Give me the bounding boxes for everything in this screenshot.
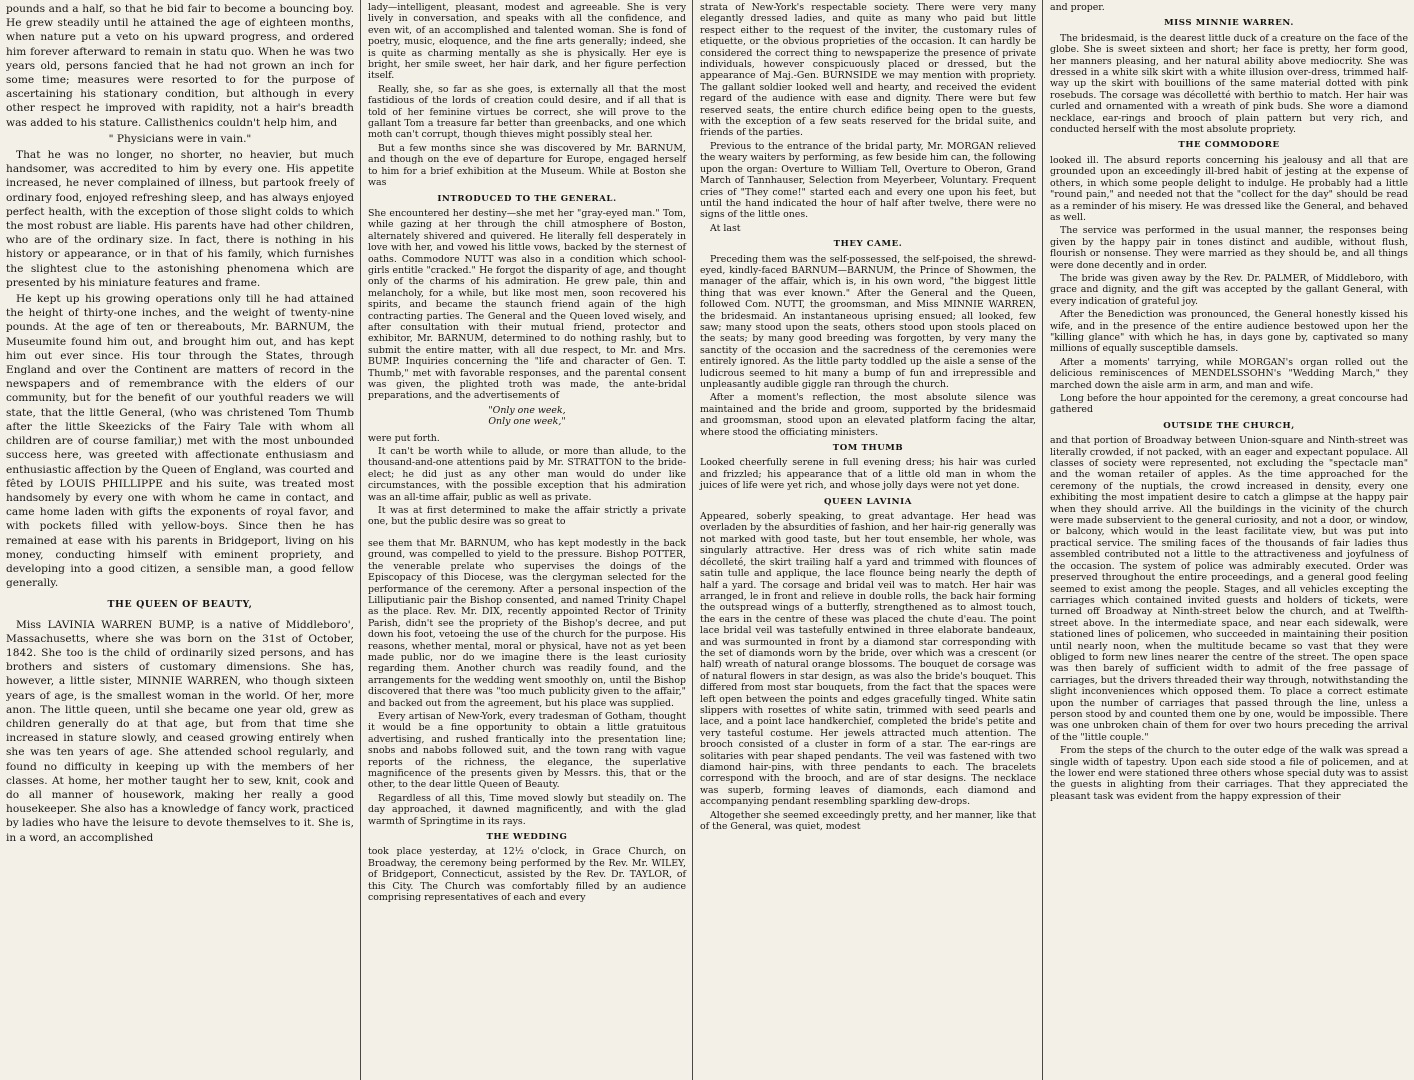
section-heading: THE COMMODORE (1178, 140, 1280, 151)
article-paragraph: The bridesmaid, is the dearest little duck of a creature on the face of the globe. She is sweet sixteen and short; her face is pretty, her form good, her manners pleasing, and her natural ability above mediocrity. She was dressed in a white silk skirt with a white illusion over-dress, trimmed half-way up the skirt with bouillions of the same material dotted with pink rosebuds. The corsage was décolletté with berthio to match. Her hair was curled and ornamented with a wreath of pink buds. She wore a diamond necklace, ear-rings and brooch of plain pattern but very rich, and conducted herself with the most absolute propriety. (1050, 32, 1408, 136)
article-paragraph: Altogether she seemed exceedingly pretty, and her manner, like that of the General, was quiet, modest (700, 809, 1036, 833)
article-paragraph: Regardless of all this, Time moved slowly but steadily on. The day approached, it dawned magnificently, and with the glad warmth of Springtime in its rays. (368, 792, 686, 827)
section-heading: THEY CAME. (833, 239, 903, 250)
verse-block (368, 405, 686, 428)
article-paragraph: pounds and a half, so that he bid fair to become a bouncing boy. He grew steadily until he attained the age of eighteen months, when nature put a veto on his upward progress, and ordered him forever afterward to remain in statu quo. When he was two years old, persons fancied that he had not grown an inch for some time; measures were resorted to for the purpose of ascertaining his stationary condition, but although in every other respect he improved with rapidity, not a hair's breadth was added to his stature. Callisthenics couldn't help him, and (6, 3, 354, 129)
article-paragraph: At last (710, 222, 741, 234)
article-paragraph: The bride was given away by the Rev. Dr. PALMER, of Middleboro, with grace and dignity, and the gift was accepted by the gallant General, with every indication of grateful joy. (1050, 272, 1408, 307)
column-1 (0, 0, 360, 1080)
column-3 (694, 0, 1042, 1080)
column-rule (360, 0, 361, 1080)
article-paragraph: It can't be worth while to allude, or more than allude, to the thousand-and-one attentions paid by Mr. STRATTON to the bride-elect; he did just as any other man would do under like circumstances, with the possible exception that his admiration was an all-time affair, public as well as private. (368, 446, 686, 503)
article-paragraph: Long before the hour appointed for the ceremony, a great concourse had gathered (1050, 393, 1408, 416)
article-paragraph: Preceding them was the self-possessed, the self-poised, the shrewd-eyed, kindly-faced BARNUM—BARNUM, the Prince of Showmen, the manager of the affair, which is, in his own word, "the biggest little thing that was ever known." After the General and the Queen, followed Com. NUTT, the groomsman, and Miss MINNIE WARREN, the bridesmaid. An instantaneous uprising ensued; all looked, few saw; many stood upon the seats, others stood upon stools placed on the seats; by many good breeding was forgotten, by very many the sanctity of the occasion and the sacredness of the ceremonies were entirely ignored. As the little party toddled up the aisle a sense of the ludicrous seemed to hit many a bump of fun and irrepressible and unpleasantly audible giggle ran through the church. (700, 253, 1036, 390)
article-paragraph: But a few months since she was discovered by Mr. BARNUM, and though on the eve of departure for Europe, engaged herself to him for a brief exhibition at the Museum. While at Boston she was (368, 142, 686, 189)
verse-line: Only one week," (488, 416, 566, 428)
article-paragraph: She encountered her destiny—she met her "gray-eyed man." Tom, while gazing at her through the chill atmosphere of Boston, alternately shivered and quivered. He literally fell desperately in love with her, and vowed his little vows, backed by the sternest of oaths. Commodore NUTT was also in a condition which school-girls entitle "cracked." He forgot the disparity of age, and thought only of the charms of his admiration. He grew pale, thin and melancholy, for a while, but like most men, soon recovered his spirits, and became the staunch friend again of the high contracting parties. The General and the Queen loved wisely, and after consultation with their mutual friend, protector and exhibitor, Mr. BARNUM, determined to do nothing rashly, but to submit the entire matter, with all due respect, to Mr. and Mrs. BUMP. Inquiries concerning the "life and character of Gen. T. Thumb," met with favorable responses, and the parental consent was given, the plighted troth was made, the ante-bridal preparations, and the advertisements of (368, 207, 686, 402)
column-4 (1044, 0, 1414, 1080)
article-paragraph: looked ill. The absurd reports concerning his jealousy and all that are grounded upon an exceedingly ill-bred habit of jesting at the expense of others, in which some people delight to indulge. He probably had a little "round pain," and needed not that the "collect for the day" should be read as a reminder of his misery. He was dressed like the General, and behaved as well. (1050, 154, 1408, 223)
section-heading: INTRODUCED TO THE GENERAL. (437, 193, 617, 204)
article-paragraph: lady—intelligent, pleasant, modest and agreeable. She is very lively in conversation, and speaks with all the confidence, and even wit, of an accomplished and talented woman. She is fond of poetry, music, eloquence, and the fine arts generally; indeed, she is quite as charming mentally as she is physically. Her eye is bright, her smile sweet, her hair dark, and her figure perfection itself. (368, 2, 686, 82)
article-paragraph: strata of New-York's respectable society. There were very many elegantly dressed ladies, and quite as many who paid but little respect either to the request of the inviter, the customary rules of etiquette, or the obvious proprieties of the occasion. It can hardly be considered the correct thing to newspaperize the presence of private individuals, however conspicuously placed or dressed, but the appearance of Maj.-Gen. BURNSIDE we may mention with propriety. The gallant soldier looked well and hearty, and received the evident regard of the audience with ease and dignity. There were but few reserved seats, the entire church edifice being open to the guests, with the exception of a few seats reserved for the bridal suite, and friends of the parties. (700, 2, 1036, 139)
section-heading: QUEEN LAVINIA (823, 496, 913, 507)
article-paragraph: were put forth. (368, 432, 440, 444)
article-paragraph: Previous to the entrance of the bridal party, Mr. MORGAN relieved the weary waiters by performing, as few beside him can, the following upon the organ: Overture to William Tell, Overture to Oberon, Grand March of Tannhauser, Selection from Meyerbeer, Voluntary. Frequent cries of "They come!" started each and every one upon his feet, but until the hand indicated the hour of half after twelve, there were no signs of the little ones. (700, 140, 1036, 221)
article-paragraph: Miss LAVINIA WARREN BUMP, is a native of Middleboro', Massachusetts, where she was born on the 31st of October, 1842. She too is the child of ordinarily sized persons, and has brothers and sisters of customary dimensions. She has, however, a little sister, MINNIE WARREN, who though sixteen years of age, is the smallest woman in the world. Of her, more anon. The little queen, until she became one year old, grew as children generally do at that age, but from that time she increased in stature slowly, and ceased growing entirely when she was ten years of age. She attended school regularly, and found no difficulty in keeping up with the members of her classes. At home, her mother taught her to sew, knit, cook and do all manner of housework, making her really a good housekeeper. She also has a knowledge of fancy work, practiced by ladies who have the leisure to devote themselves to it. She is, in a word, an accomplished (6, 618, 354, 844)
section-heading: THE WEDDING (486, 832, 568, 843)
article-paragraph: and that portion of Broadway between Union-square and Ninth-street was literally crowded, if not packed, with an eager and expectant populace. All classes of society were represented, not excluding the "spectacle man" and the woman retailer of apples. As the time approached for the ceremony of the nuptials, the crowd increased in density, every one exhibiting the most impatient desire to catch a glimpse at the happy pair when they should arrive. All the buildings in the vicinity of the church were made subservient to the general curiosity, and not a door, or window, or balcony, which would in the least facilitate view, but was put into practical service. The smiling faces of the thousands of fair ladies thus assembled contributed not a little to the attractiveness and joyfulness of the occasion. The system of police was admirably executed. Order was preserved throughout the entire proceedings, and a general good feeling seemed to exist among the people. Stages, and all vehicles excepting the carriages which contained invited guests and holders of tickets, were turned off Broadway at Ninth-street below the church, and at Twelfth-street above. In the intermediate space, and near each sidewalk, were stationed lines of policemen, who succeeded in maintaining their position until nearly noon, when the multitude became so vast that they were obliged to form new lines nearer the centre of the street. The open space was then barely of sufficient width to admit of the free passage of carriages, but the drivers threaded their way through, notwithstanding the slight inconveniences which opposed them. To place a correct estimate upon the number of carriages that passed through the line, unless a person stood by and counted them one by one, would be impossible. There was one unbroken chain of them for over two hours preceding the arrival of the "little couple." (1050, 435, 1408, 743)
article-paragraph: took place yesterday, at 12½ o'clock, in Grace Church, on Broadway, the ceremony being performed by the Rev. Mr. WILEY, of Bridgeport, Connecticut, assisted by the Rev. Dr. TAYLOR, of this City. The Church was comfortably filled by an audience comprising representatives of each and every (368, 846, 686, 904)
article-paragraph: see them that Mr. BARNUM, who has kept modestly in the back ground, was compelled to yield to the pressure. Bishop POTTER, the venerable prelate who supervises the doings of the Episcopacy of this Diocese, was the clergyman selected for the performance of the ceremony. After a personal inspection of the Lilliputianic pair the Bishop consented, and named Trinity Chapel as the place. Rev. Mr. DIX, recently appointed Rector of Trinity Parish, didn't see the propriety of the Bishop's decree, and put down his foot, vetoeing the use of the church for the purpose. His reasons, whether mental, moral or physical, have not as yet been made public, nor do we imagine there is the least curiosity regarding them. Another church was readily found, and the arrangements for the wedding went smoothly on, until the Bishop discovered that there was "too much publicity given to the affair," and backed out from the agreement, but his place was supplied. (368, 537, 686, 709)
article-paragraph: It was at first determined to make the affair strictly a private one, but the public desire was so great to (368, 505, 686, 528)
article-paragraph: The service was performed in the usual manner, the responses being given by the happy pair in tones distinct and audible, without flush, flourish or nonsense. They were married as they should be, and all things were done decently and in order. (1050, 225, 1408, 271)
article-paragraph: Really, she, so far as she goes, is externally all that the most fastidious of the lords of creation could desire, and if all that is told of her feminine virtues be correct, she will prove to the gallant Tom a treasure far better than greenbacks, and one which moth can't corrupt, though thieves might possibly steal her. (368, 83, 686, 141)
article-paragraph: Every artisan of New-York, every tradesman of Gotham, thought it would be a fine opportunity to obtain a little gratuitous advertising, and rushed frantically into the presentation line; snobs and nabobs followed suit, and the town rang with vague reports of the richness, the elegance, the superlative magnificence of the presents given by Messrs. this, that or the other, to the dear little Queen of Beauty. (368, 710, 686, 791)
article-paragraph: That he was no longer, no shorter, no heavier, but much handsomer, was accredited to him by every one. His appetite increased, he never complained of illness, but partook freely of ordinary food, enjoyed refreshing sleep, and has always enjoyed perfect health, with the exception of those slight colds to which the most robust are liable. His parents have had other children, who are of the ordinary size. In fact, there is nothing in his history or appearance, or in that of his family, which furnishes the slightest clue to the astonishing phenomena which are presented by his miniature features and frame. (6, 149, 354, 289)
section-heading: MISS MINNIE WARREN. (1164, 18, 1294, 29)
section-heading: THE QUEEN OF BEAUTY, (107, 599, 253, 611)
article-paragraph: From the steps of the church to the outer edge of the walk was spread a single width of tapestry. Upon each side stood a file of policemen, and at the lower end were stationed three others whose special duty was to assist the guests in alighting from their carriages. That they appreciated the pleasant task was evident from the happy expression of their (1050, 745, 1408, 802)
section-heading: OUTSIDE THE CHURCH, (1163, 420, 1295, 431)
column-2 (362, 0, 692, 1080)
article-paragraph: Appeared, soberly speaking, to great advantage. Her head was overladen by the absurdities of fashion, and her hair-rig generally was not marked with good taste, but her tout ensemble, her whole, was singularly attractive. Her dress was of rich white satin made décolleté, the skirt trailing half a yard and trimmed with flounces of satin tulle and applique, the lace flounce being nearly the depth of half a yard. The corsage and bridal veil was to match. Her hair was arranged, le in front and relieve in double rolls, the back hair forming the outspread wings of a butterfly, strengthened as to almost touch, the ears in the centre of these was placed the chute d'eau. The point lace bridal veil was tastefully entwined in three elaborate bandeaux, and was surmounted in front by a diamond star corresponding with the set of diamonds worn by the bride, over which was a crescent (or half) wreath of natural orange blossoms. The bouquet de corsage was of natural flowers in star design, as was also the bride's bouquet. This differed from most star bouquets, from the fact that the spaces were left open between the points and edges gracefully tinged. White satin slippers with rosettes of white satin, trimmed with seed pearls and lace, and a point lace handkerchief, completed the bride's petite and very tasteful costume. Her jewels attracted much attention. The brooch consisted of a cluster in form of a star. The ear-rings are solitaries with pear shaped pendants. The veil was fastened with two diamond hair-pins, with three pendants to each. The bracelets correspond with the brooch, and are of star designs. The necklace was superb, forming leaves of diamonds, each diamond and accompanying pendant resembling sparkling dew-drops. (700, 511, 1036, 808)
article-paragraph: and proper. (1050, 2, 1105, 13)
article-paragraph: Looked cheerfully serene in full evening dress; his hair was curled and frizzled; his appearance that of a little old man in whom the juices of life were yet rich, and whose jolly days were not yet done. (700, 457, 1036, 492)
article-paragraph: After a moment's reflection, the most absolute silence was maintained and the bride and groom, supported by the bridesmaid and groomsman, stood upon an elevated platform facing the altar, where stood the officiating ministers. (700, 392, 1036, 438)
article-paragraph: After the Benediction was pronounced, the General honestly kissed his wife, and in the presence of the entire audience bestowed upon her the "killing glance" with which he has, in days gone by, captivated so many millions of equally susceptible damsels. (1050, 309, 1408, 355)
quotation-line: " Physicians were in vain." (108, 132, 252, 145)
column-rule (1042, 0, 1043, 1080)
section-heading: TOM THUMB (832, 443, 904, 454)
fold-gap (368, 530, 686, 538)
article-paragraph: After a moments' tarrying, while MORGAN's organ rolled out the delicious reminiscences of MENDELSSOHN's "Wedding March," they marched down the aisle arm in arm, and man and wife. (1050, 356, 1408, 391)
article-paragraph: He kept up his growing operations only till he had attained the height of thirty-one inches, and the weight of twenty-nine pounds. At the age of ten or thereabouts, Mr. BARNUM, the Museumite found him out, and brought him out, and has kept him out ever since. His tour through the States, through England and over the Continent are matters of record in the newspapers and of remembrance with the elders of our community, but for the benefit of our youthful readers we will state, that the little General, (who was christened Tom Thumb after the little Skeezicks of the Fairy Tale with whom all children are of course familiar,) met with the most unbounded success here, was greeted with affectionate enthusiasm and enthusiastic affection by the Queen of England, was courted and fêted by LOUIS PHILLIPPE and his suite, was treated most handsomely by every one with whom he came in contact, and came home laden with gifts the exponents of royal favor, and with pockets filled with yellow-boys. Since then he has remained at ease with his parents in Bridgeport, living on his money, conducting himself with eminent propriety, and developing into a good citizen, a sensible man, a good fellow generally. (6, 293, 354, 590)
verse-line: "Only one week, (488, 404, 566, 416)
column-rule (692, 0, 693, 1080)
